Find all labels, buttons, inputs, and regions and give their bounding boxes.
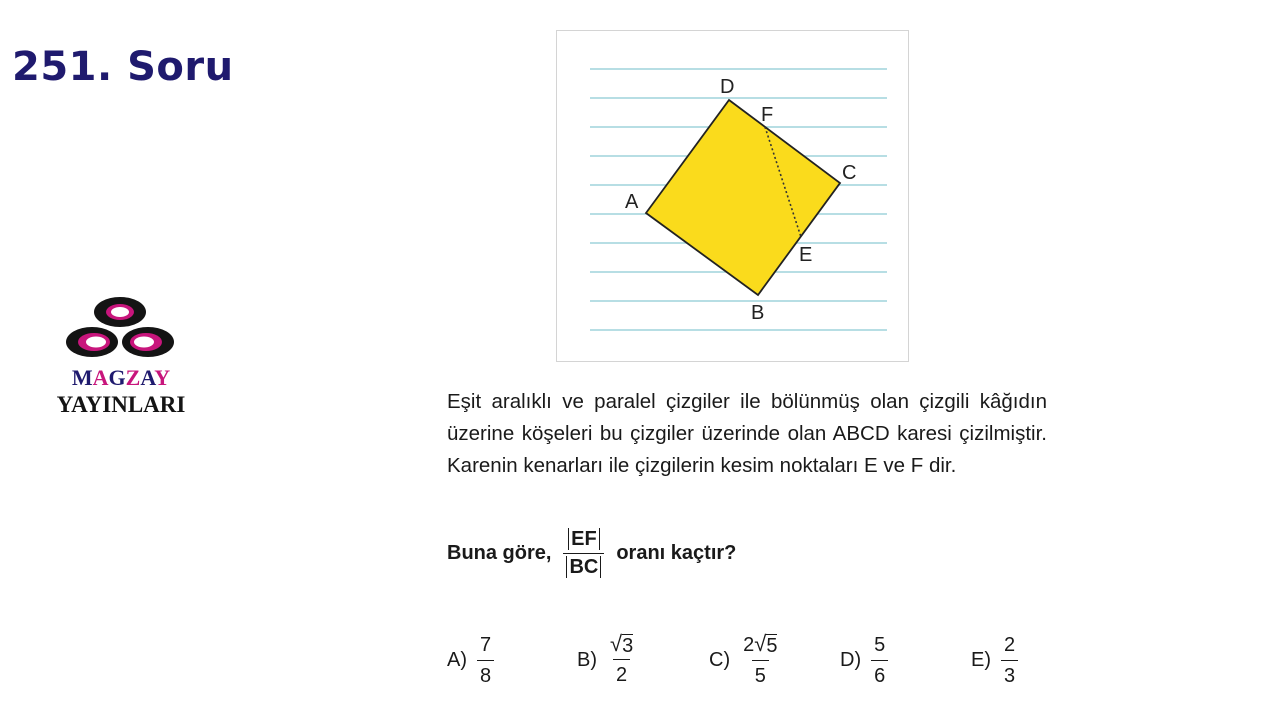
option-label: B) bbox=[577, 648, 597, 671]
logo-rings-icon bbox=[64, 292, 176, 364]
option-d[interactable] bbox=[840, 628, 888, 692]
option-numerator: 2 bbox=[1004, 633, 1016, 656]
label-d: D bbox=[720, 76, 735, 98]
option-denominator: 8 bbox=[477, 660, 494, 689]
option-fraction bbox=[477, 632, 494, 689]
option-e[interactable] bbox=[971, 628, 1018, 692]
ask-suffix: oranı kaçtır? bbox=[616, 541, 737, 564]
option-denominator: 5 bbox=[752, 660, 769, 689]
logo-subtitle: YAYINLARI bbox=[56, 392, 186, 417]
label-f: F bbox=[761, 104, 774, 126]
label-c: C bbox=[842, 162, 857, 184]
ratio-fraction bbox=[563, 528, 604, 579]
ratio-numerator: EF bbox=[568, 528, 600, 550]
label-b: B bbox=[751, 302, 765, 324]
option-b[interactable] bbox=[577, 628, 636, 692]
option-fraction bbox=[1001, 632, 1018, 689]
label-a: A bbox=[625, 191, 639, 213]
option-label: A) bbox=[447, 648, 467, 671]
option-label: D) bbox=[840, 648, 862, 671]
option-label: C) bbox=[709, 648, 731, 671]
option-a[interactable] bbox=[447, 628, 494, 692]
ask-prefix: Buna göre, bbox=[447, 541, 552, 564]
publisher-logo bbox=[40, 292, 202, 418]
option-numerator: 2 √ 5 bbox=[743, 630, 778, 657]
option-denominator: 6 bbox=[871, 660, 888, 689]
answer-options bbox=[447, 628, 1047, 692]
sqrt-icon: √ bbox=[610, 631, 623, 656]
option-numerator: √ 3 bbox=[610, 631, 634, 657]
geometry-figure bbox=[556, 30, 909, 362]
option-c[interactable] bbox=[709, 628, 780, 692]
option-fraction bbox=[740, 632, 780, 689]
question-text: Eşit aralıklı ve paralel çizgiler ile bölünmüş olan çizgili kâğıdın üzerine köşeleri bu çizgiler üzerinde olan ABCD karesi çizilmiştir. Karenin kenarları ile çizgilerin kesim noktaları E ve F dir. bbox=[447, 390, 1047, 477]
option-numerator: 7 bbox=[480, 633, 492, 656]
option-label: E) bbox=[971, 648, 991, 671]
option-fraction bbox=[871, 632, 888, 689]
option-denominator: 3 bbox=[1001, 660, 1018, 689]
logo-wordmark: MAGZAY bbox=[71, 365, 171, 390]
question-number-title: 251. Soru bbox=[12, 44, 234, 90]
sqrt-icon: √ bbox=[754, 630, 767, 656]
option-fraction bbox=[607, 632, 636, 688]
label-e: E bbox=[799, 244, 813, 266]
option-numerator: 5 bbox=[874, 633, 886, 656]
ratio-denominator: BC bbox=[566, 556, 601, 578]
option-denominator: 2 bbox=[613, 659, 630, 688]
square-on-lined-paper-diagram bbox=[557, 31, 910, 363]
question-prompt bbox=[447, 522, 736, 584]
